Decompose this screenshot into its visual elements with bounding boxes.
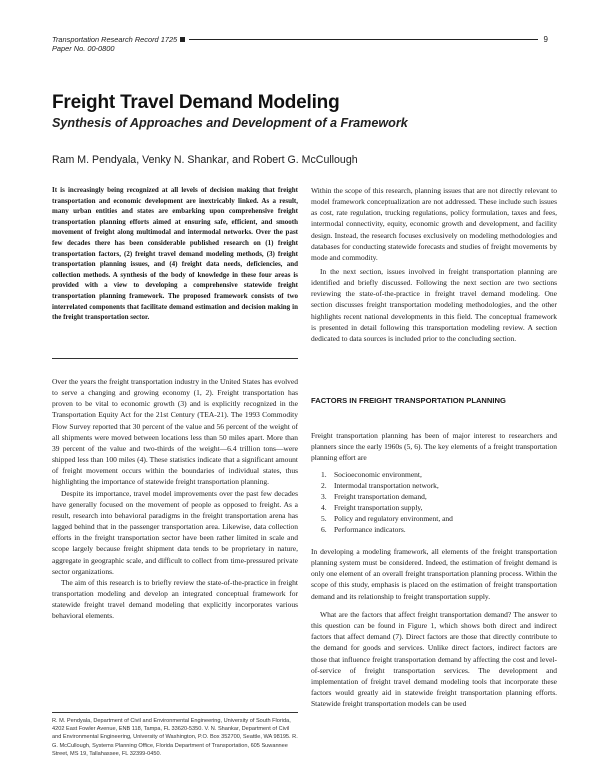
right-column-paragraph-3: [311, 430, 557, 463]
paper-title: Freight Travel Demand Modeling: [52, 92, 340, 113]
factors-paragraph: What are the factors that affect freight transportation demand? The answer to this question can be found in Figure 1, which shows both direct and indirect factors that affect demand (7). Direct factors are those that directly contribute to the demand for goods and services. Unlike direct factors, indirect factors are those that influence freight transportation demand by affecting the cost and level-of-service of freight transportation services. The development and implementation of freight travel demand modeling tools that incorporate these factors would greatly aid in statewide freight transportation planning efforts. Statewide freight transportation models can be used: [311, 610, 557, 709]
abstract: [52, 185, 298, 323]
list-item: 2. Intermodal transportation network,: [321, 481, 439, 491]
scope-paragraph: Within the scope of this research, planning issues that are not directly relevant to model framework conceptualization are not addressed. These include such issues as cost, rate regulation, trucking regulations, policy formulation, taxes and fees, intermodal connectivity, equity, economic growth and development, and facility design. Instead, the research focuses exclusively on modeling methodologies and databases for conducting statewide forecasts and studies of freight movements by mode and commodity.: [311, 186, 557, 262]
outline-paragraph: In the next section, issues involved in freight transportation planning are identified and briefly discussed. Following the next section are two sections reviewing the state-of-the-practice in freight travel demand modeling. One section discusses freight transportation modeling methodologies, and the other highlights recent national developments in this field. The conceptual framework is presented in detail following this transportation modeling review. A section dedicated to data sources is included prior to the concluding section.: [311, 267, 557, 343]
list-item: 5. Policy and regulatory environment, and: [321, 514, 453, 524]
list-item: 1. Socioeconomic environment,: [321, 470, 422, 479]
running-header: [52, 35, 548, 53]
abstract-divider: [52, 358, 298, 359]
intro-paragraph-2: Despite its importance, travel model improvements over the past few decades have generally focused on the movement of people as opposed to freight. As a result, research into behavioral paradigms in the freight transportation arena has lagged behind that in the passenger transportation area. Likewise, data collection efforts in the freight transportation sector have been rather limited in scale and scope largely because freight shipment data tends to be proprietary in nature, aggregate in geographic scale, and difficult to collect from time-pressured private sector organizations.: [52, 488, 298, 576]
author-list: Ram M. Pendyala, Venky N. Shankar, and Robert G. McCullough: [52, 154, 358, 166]
paper-number: Paper No. 00-0800: [52, 44, 115, 53]
page-number: 9: [543, 35, 548, 44]
right-column-paragraph-2: [311, 266, 557, 344]
author-affiliations-footnote: R. M. Pendyala, Department of Civil and Environmental Engineering, University of South Florida, 4202 East Fowler Avenue, ENB 118, Tampa, FL 33620-5350. V. N. Shankar, Department of Civil and Environmental Engineering, University of Washington, P.O. Box 352700, Seattle, WA 98195. R. G. McCullough, Systems Planning Office, Florida Department of Transportation, 605 Suwannee Street, MS 19, Tallahassee, FL 32399-0450.: [52, 718, 298, 757]
planning-elements-list: [321, 469, 557, 536]
planning-elements-intro: Freight transportation planning has been of major interest to researchers and planners since the early 1960s (5, 6). The key elements of a freight transportation planning effort are: [311, 431, 557, 463]
header-rule: [189, 39, 537, 40]
intro-paragraph-1: Over the years the freight transportation industry in the United States has evolved to serve a changing and growing economy (1, 2). Freight transportation has proven to be vital to economic growth (3) and is explicitly recognized in the Transportation Equity Act for the 21st Century (TEA-21). The 1993 Commodity Flow Survey reported that 30 percent of the value and 56 percent of the weight of all shipments were moved between locations less than 50 miles apart. More than 39 percent of the value and two-thirds of the weight—6.4 trillion tons—were shipped less than 100 miles (4). These statistics indicate that a significant amount of freight movement occurs within the boundaries of individual states, thus highlighting the importance of statewide freight transportation planning.: [52, 377, 298, 487]
list-item: 4. Freight transportation supply,: [321, 503, 423, 513]
paper-subtitle: Synthesis of Approaches and Development of a Framework: [52, 116, 408, 130]
section-heading: FACTORS IN FREIGHT TRANSPORTATION PLANNING: [311, 396, 506, 405]
journal-name: Transportation Research Record 1725: [52, 35, 178, 44]
framework-paragraph: In developing a modeling framework, all elements of the freight transportation planning system must be considered. Indeed, the estimation of freight demand is only one element of an overall freight transportation planning process. Within the scope of this study, emphasis is placed on the estimation of freight transportation demand and its relationship to freight transportation supply.: [311, 547, 557, 601]
right-column-paragraph-5: [311, 609, 557, 709]
abstract-text: It is increasingly being recognized at all levels of decision making that freight transportation and economic development are inextricably linked. As a result, many urban entities and states are embarking upon comprehensive freight transportation planning efforts aimed at ensuring safe, efficient, and smooth movement of freight along multimodal and intermodal networks. Over the past few decades there has been considerable published research on (1) freight transportation factors, (2) freight travel demand modeling methods, (3) freight transportation planning issues, and (4) freight data needs, deficiencies, and collection methods. A synthesis of the body of knowledge in these four areas is provided with a view to developing a comprehensive statewide freight transportation planning framework. The proposed framework consists of two interrelated components that facilitate demand estimation and decision making in the freight transportation sector.: [52, 186, 298, 322]
intro-paragraph-3: The aim of this research is to briefly review the state-of-the-practice in freight transportation modeling and develop an integrated conceptual framework for statewide freight travel demand modeling that explicitly incorporates various behavioral elements.: [52, 577, 298, 621]
right-column-paragraph-1: [311, 185, 557, 263]
header-square-marker: [180, 37, 185, 42]
list-item: 6. Performance indicators.: [321, 525, 406, 535]
right-column-paragraph-4: [311, 546, 557, 602]
left-column-body: [52, 376, 298, 621]
list-item: 3. Freight transportation demand,: [321, 492, 427, 502]
footnote-divider: [52, 712, 298, 713]
